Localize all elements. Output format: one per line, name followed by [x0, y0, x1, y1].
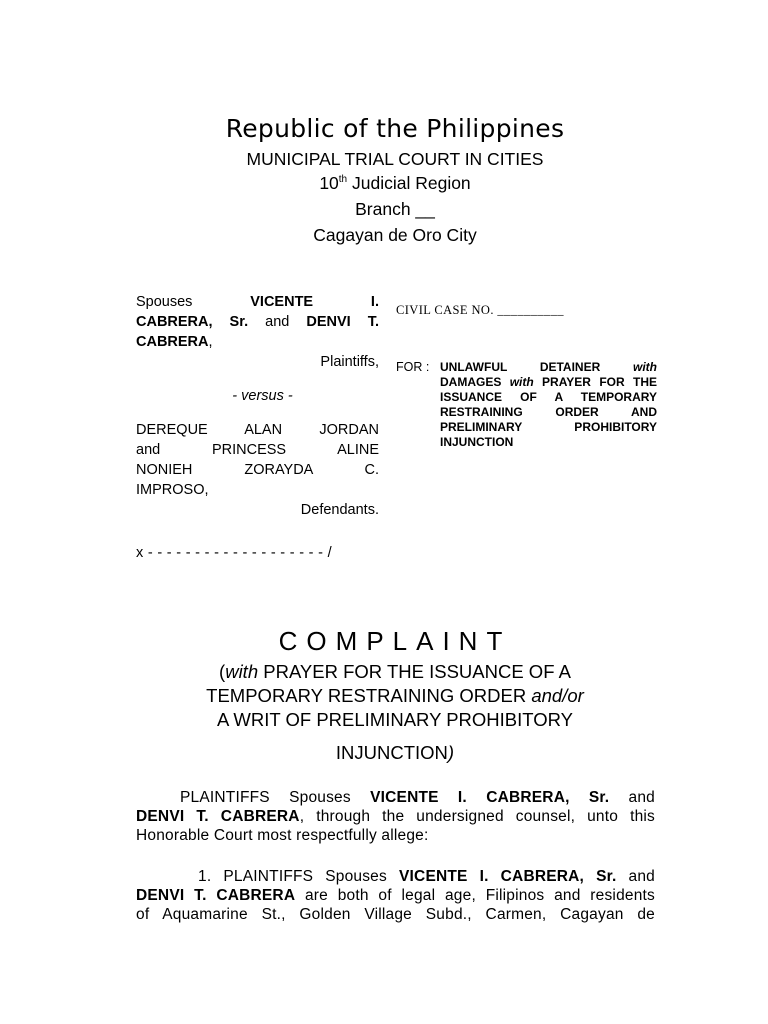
case-nature	[440, 360, 657, 450]
case-nature-line-5: PRELIMINARY PROHIBITORY	[440, 420, 657, 434]
body-paragraph-intro	[136, 788, 655, 845]
plaintiff-line-3: CABRERA,	[136, 334, 213, 350]
header-court: MUNICIPAL TRIAL COURT IN CITIES	[246, 149, 544, 169]
subtitle-line-3: A WRIT OF PRELIMINARY PROHIBITORY	[216, 709, 574, 730]
case-nature-line-4: RESTRAINING ORDER AND	[440, 405, 657, 419]
complaint-title: COMPLAINT	[278, 626, 512, 656]
versus-label: - versus -	[232, 388, 293, 404]
parties-block	[136, 292, 379, 520]
civil-case-number: CIVIL CASE NO. __________	[396, 303, 564, 317]
intro-line-1: PLAINTIFFS Spouses VICENTE I. CABRERA, Sr. and	[180, 789, 655, 806]
header-region	[0, 173, 768, 194]
defendant-line-2: and PRINCESS ALINE	[136, 442, 379, 458]
defendant-line-3: NONIEH ZORAYDA C.	[136, 462, 379, 478]
defendants-label: Defendants.	[300, 502, 379, 518]
region-number: 10	[319, 173, 339, 193]
for-label: FOR :	[396, 360, 430, 374]
plaintiff-line-2: CABRERA, Sr. and DENVI T.	[136, 314, 380, 330]
intro-line-2: DENVI T. CABRERA, through the undersigned counsel, unto this	[136, 808, 655, 825]
intro-line-3: Honorable Court most respectfully allege:	[136, 827, 429, 844]
subtitle-line-4: INJUNCTION)	[335, 742, 455, 763]
header-city: Cagayan de Oro City	[313, 225, 477, 245]
para1-line-1: 1. PLAINTIFFS Spouses VICENTE I. CABRERA, Sr. and	[198, 868, 656, 885]
case-nature-line-2: DAMAGES with PRAYER FOR THE	[440, 375, 658, 389]
defendant-line-4: IMPROSO,	[136, 482, 209, 498]
complaint-subtitle	[0, 660, 768, 732]
para1-line-2: DENVI T. CABRERA are both of legal age, Filipinos and residents	[136, 887, 655, 904]
region-text: Judicial Region	[347, 173, 471, 193]
body-paragraph-1	[136, 867, 655, 924]
para1-line-3: of Aquamarine St., Golden Village Subd., Carmen, Cagayan de	[136, 906, 655, 923]
case-nature-line-3: ISSUANCE OF A TEMPORARY	[440, 390, 657, 404]
header-republic: Republic of the Philippines	[225, 114, 565, 143]
caption-closing-line: x - - - - - - - - - - - - - - - - - - - /	[136, 545, 332, 561]
region-superscript: th	[338, 174, 348, 185]
subtitle-line-1: (with PRAYER FOR THE ISSUANCE OF A	[219, 661, 571, 682]
header-branch: Branch __	[355, 199, 435, 219]
case-nature-line-1: UNLAWFUL DETAINER with	[440, 360, 657, 374]
subtitle-line-2: TEMPORARY RESTRAINING ORDER and/or	[206, 685, 584, 706]
plaintiff-line-1: Spouses VICENTE I.	[136, 294, 379, 310]
case-nature-line-6: INJUNCTION	[440, 435, 514, 449]
defendant-line-1: DEREQUE ALAN JORDAN	[136, 422, 379, 438]
plaintiffs-label: Plaintiffs,	[320, 354, 379, 370]
